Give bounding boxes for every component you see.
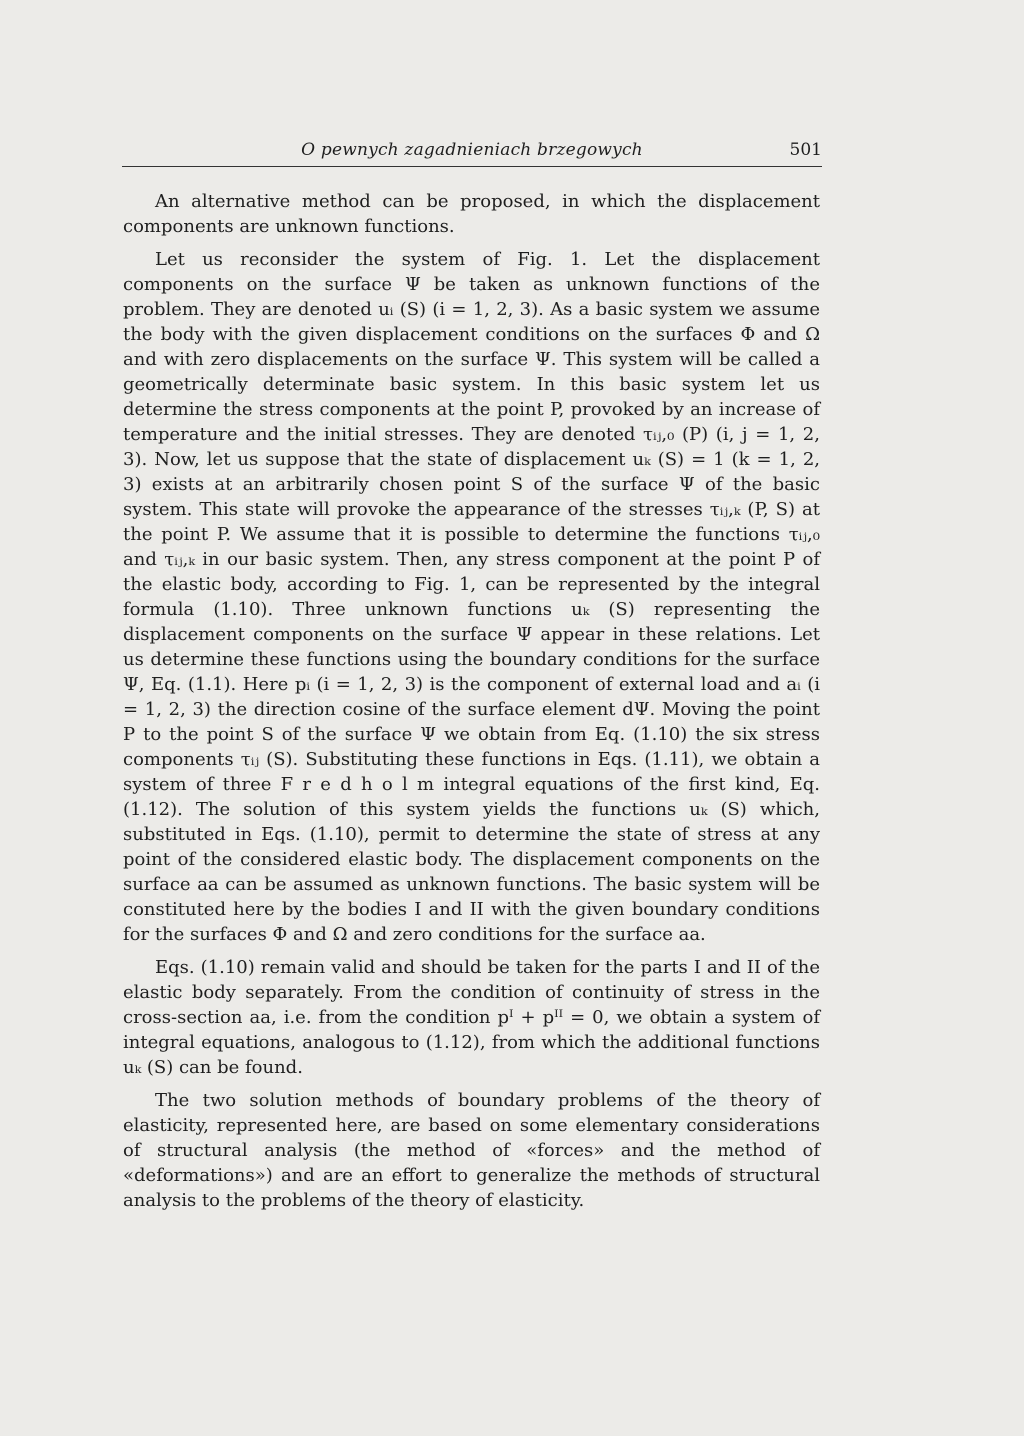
running-head-title: O pewnych zagadnieniach brzegowych [301,140,643,160]
paragraph-1: An alternative method can be proposed, in which the displacement components are unknown functions. [123,191,820,237]
paragraph-3: Eqs. (1.10) remain valid and should be taken for the parts I and II of the elastic body separately. From the condition of continuity of stress in the cross-section aa, i.e. from the condition pᴵ + pᴵᴵ = 0, we obtain a system of integral equations, analogous to (1.12), from which the additional functions uₖ (S) can be found. [123,957,820,1078]
paragraph-2: Let us reconsider the system of Fig. 1. Let the displacement components on the surface Ψ be taken as unknown functions of the problem. They are denoted uᵢ (S) (i = 1, 2, 3). As a basic system we assume the body with the given displacement conditions on the surfaces Φ and Ω and with zero displacements on the surface Ψ. This system will be called a geometrically determinate basic system. In this basic system let us determine the stress components at the point P, provoked by an increase of temperature and the initial stresses. They are denoted τᵢⱼ,₀ (P) (i, j = 1, 2, 3). Now, let us suppose that the state of displacement uₖ (S) = 1 (k = 1, 2, 3) exists at an arbitrarily chosen point S of the surface Ψ of the basic system. This state will provoke the appearance of the stresses τᵢⱼ,ₖ (P, S) at the point P. We assume that it is possible to determine the functions τᵢⱼ,₀ and τᵢⱼ,ₖ in our basic system. Then, any stress component at the point P of the elastic body, according to Fig. 1, can be represented by the integral formula (1.10). Three unknown functions uₖ (S) representing the displacement components on the surface Ψ appear in these relations. Let us determine these functions using the boundary conditions for the surface Ψ, Eq. (1.1). Here pᵢ (i = 1, 2, 3) is the component of external load and aᵢ (i = 1, 2, 3) the direction cosine of the surface element dΨ. Moving the point P to the point S of the surface Ψ we obtain from Eq. (1.10) the six stress components τᵢⱼ (S). Substituting these functions in Eqs. (1.11), we obtain a system of three F r e d h o l m integral equations of the first kind, Eq. (1.12). The solution of this system yields the functions uₖ (S) which, substituted in Eqs. (1.10), permit to determine the state of stress at any point of the considered elastic body. The displacement components on the surface aa can be assumed as unknown functions. The basic system will be constituted here by the bodies I and II with the given boundary conditions for the surfaces Φ and Ω and zero conditions for the surface aa. [123,249,820,945]
running-head [122,140,822,167]
page-number: 501 [789,140,822,160]
body-text [123,189,820,1213]
paragraph-4: The two solution methods of boundary problems of the theory of elasticity, represented here, are based on some elementary considerations of structural analysis (the method of «forces» and the method of «deformations») and are an effort to generalize the methods of structural analysis to the problems of the theory of elasticity. [123,1090,820,1211]
